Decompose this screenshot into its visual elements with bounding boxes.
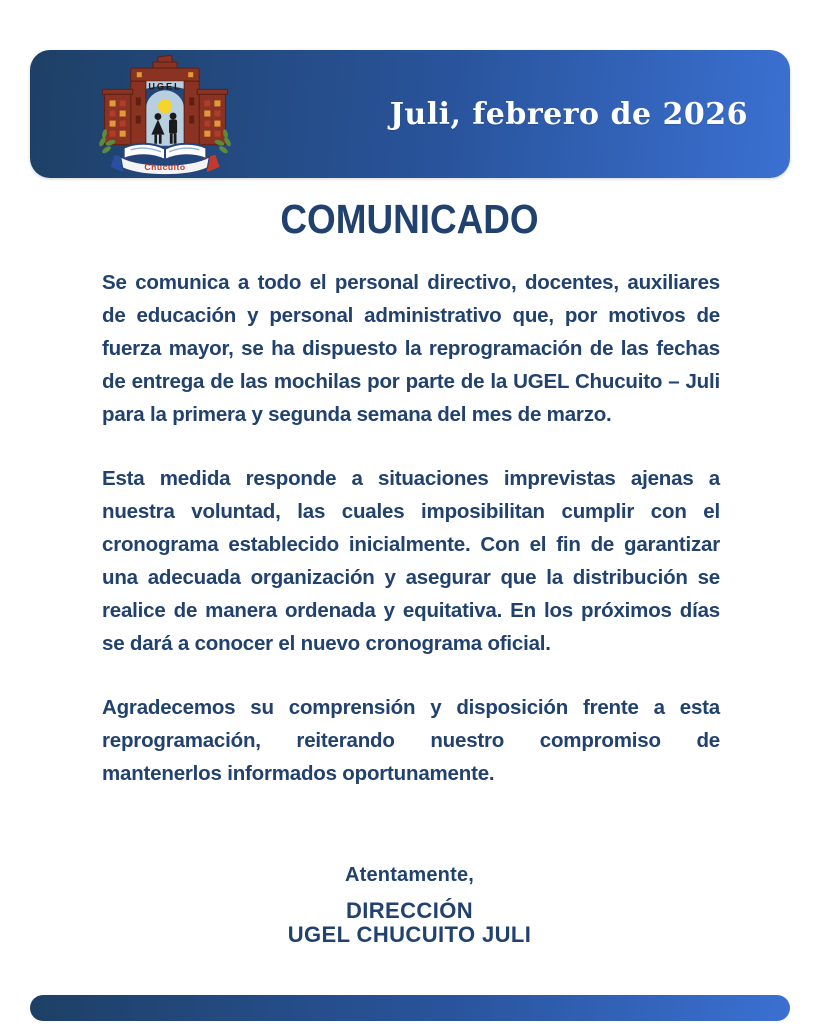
signature-org-line2: UGEL CHUCUITO JULI bbox=[287, 922, 532, 947]
gate-crown bbox=[153, 55, 177, 68]
comunicado-paragraph-2: Esta medida responde a situaciones imprevistas ajenas a nuestra voluntad, las cuales imposibilitan cumplir con el cronograma establecido inicialmente. Con el fin de garantizar una adecuada organización y asegurar que la distribución se realice de manera ordenada y equitativa. En los próximos días se dará a conocer el nuevo cronograma oficial. bbox=[102, 467, 720, 655]
signature-org-line1: DIRECCIÓN bbox=[345, 898, 474, 923]
gate-right-tower bbox=[197, 89, 227, 144]
logo-ribbon-label: Chucuito bbox=[144, 161, 186, 172]
header-banner bbox=[30, 50, 790, 178]
signature-block bbox=[0, 864, 819, 947]
gate-left-tower bbox=[102, 89, 132, 144]
ugel-crest-icon bbox=[94, 53, 236, 175]
comunicado-paragraph-1: Se comunica a todo el personal directivo, docentes, auxiliares de educación y personal administrativo que, por motivos de fuerza mayor, se ha dispuesto la reprogramación de las fechas de entrega de las mochilas por parte de la UGEL Chucuito – Juli para la primera y segunda semana del mes de marzo. bbox=[102, 271, 720, 426]
ugel-crest-logo bbox=[94, 53, 236, 175]
comunicado-body bbox=[102, 266, 720, 790]
open-book-icon bbox=[124, 144, 207, 160]
logo-arch-label: UGEL bbox=[148, 81, 182, 92]
signature-closing: Atentamente, bbox=[344, 864, 475, 886]
footer-banner bbox=[30, 995, 790, 1021]
page-title: COMUNICADO bbox=[280, 196, 539, 242]
header-date: Juli, febrero de 2026 bbox=[389, 96, 748, 132]
sun-icon bbox=[158, 99, 172, 113]
comunicado-paragraph-3: Agradecemos su comprensión y disposición frente a esta reprogramación, reiterando nuestro compromiso de mantenerlos informados oportunamente. bbox=[102, 696, 720, 785]
arch-sky bbox=[146, 90, 184, 145]
